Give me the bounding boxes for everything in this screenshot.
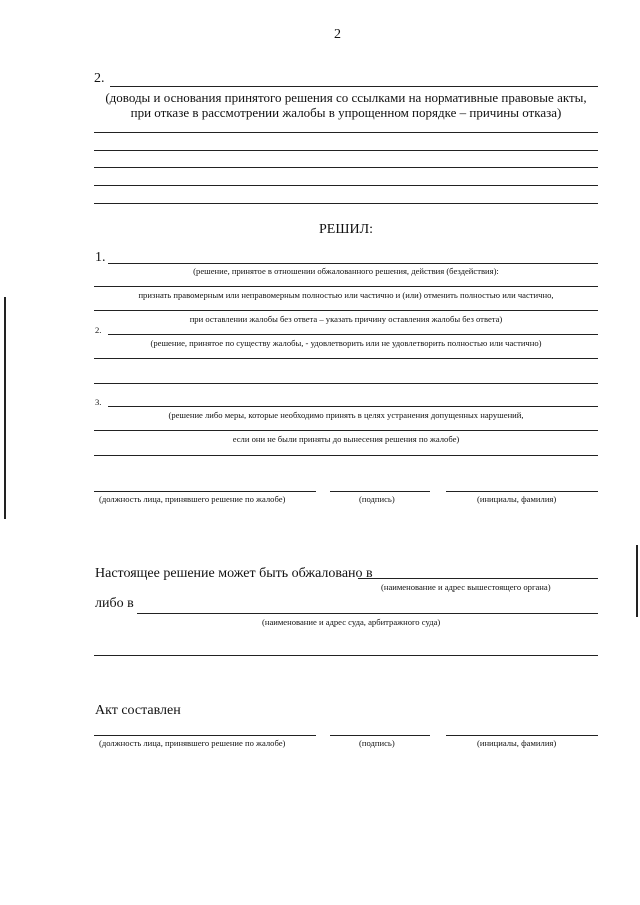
item1-caption-b: признать правомерным или неправомерным полностью или частично и (или) отменить полностью или частично,: [138, 290, 554, 300]
appeal-or-in: либо в: [95, 596, 134, 611]
item1-line-2: [94, 286, 598, 287]
section2-caption-line1: (доводы и основания принятого решения со ссылками на нормативные правовые акты,: [105, 90, 587, 105]
signature1-position-line: [94, 491, 316, 492]
right-edge-mark: [636, 545, 638, 617]
item3-caption-a: (решение либо меры, которые необходимо принять в целях устранения допущенных нарушений,: [168, 410, 524, 420]
act-signature-caption: (подпись): [359, 738, 395, 748]
appeal-higher-body-caption: (наименование и адрес вышестоящего органа): [381, 582, 551, 592]
act-title: Акт составлен: [95, 703, 181, 718]
item1-number: 1.: [95, 250, 106, 265]
section2-blank-line-2: [94, 150, 598, 151]
item3-line: [108, 406, 598, 407]
signature1-signature-line: [330, 491, 430, 492]
appeal-court-line: [137, 613, 598, 614]
signature1-initials-line: [446, 491, 598, 492]
item1-caption-c: при оставлении жалобы без ответа – указать причину оставления жалобы без ответа): [189, 314, 503, 324]
appeal-higher-body-line: [358, 578, 598, 579]
section2-number: 2.: [94, 71, 105, 86]
signature1-initials-caption: (инициалы, фамилия): [477, 494, 557, 504]
left-edge-mark: [4, 297, 6, 519]
act-initials-line: [446, 735, 598, 736]
section2-blank-line-5: [94, 203, 598, 204]
decided-heading: РЕШИЛ:: [319, 222, 373, 237]
signature1-position-caption: (должность лица, принявшего решение по жалобе): [99, 494, 286, 504]
item1-caption-a: (решение, принятое в отношении обжалованного решения, действия (бездействия):: [193, 266, 499, 276]
item2-blank-line-2: [94, 383, 598, 384]
item2-number: 2.: [95, 325, 102, 335]
section2-line: [110, 86, 598, 87]
item3-number: 3.: [95, 397, 102, 407]
appeal-text: Настоящее решение может быть обжаловано в: [95, 566, 373, 581]
section2-blank-line-3: [94, 167, 598, 168]
item1-line: [108, 263, 598, 264]
section2-blank-line-4: [94, 185, 598, 186]
item2-line: [108, 334, 598, 335]
act-position-caption: (должность лица, принявшего решение по жалобе): [99, 738, 286, 748]
item3-blank-line: [94, 455, 598, 456]
page-number: 2: [334, 27, 341, 42]
item2-caption: (решение, принятое по существу жалобы, - удовлетворить или не удовлетворить полностью или частично): [150, 338, 542, 348]
item3-line-2: [94, 430, 598, 431]
section2-blank-line-1: [94, 132, 598, 133]
act-initials-caption: (инициалы, фамилия): [477, 738, 557, 748]
item2-blank-line-1: [94, 358, 598, 359]
section2-caption-line2: при отказе в рассмотрении жалобы в упрощенном порядке – причины отказа): [130, 105, 562, 120]
signature1-signature-caption: (подпись): [359, 494, 395, 504]
item1-line-3: [94, 310, 598, 311]
act-position-line: [94, 735, 316, 736]
act-signature-line: [330, 735, 430, 736]
item3-caption-b: если они не были приняты до вынесения решения по жалобе): [232, 434, 460, 444]
appeal-blank-line: [94, 655, 598, 656]
appeal-court-caption: (наименование и адрес суда, арбитражного суда): [262, 617, 441, 627]
